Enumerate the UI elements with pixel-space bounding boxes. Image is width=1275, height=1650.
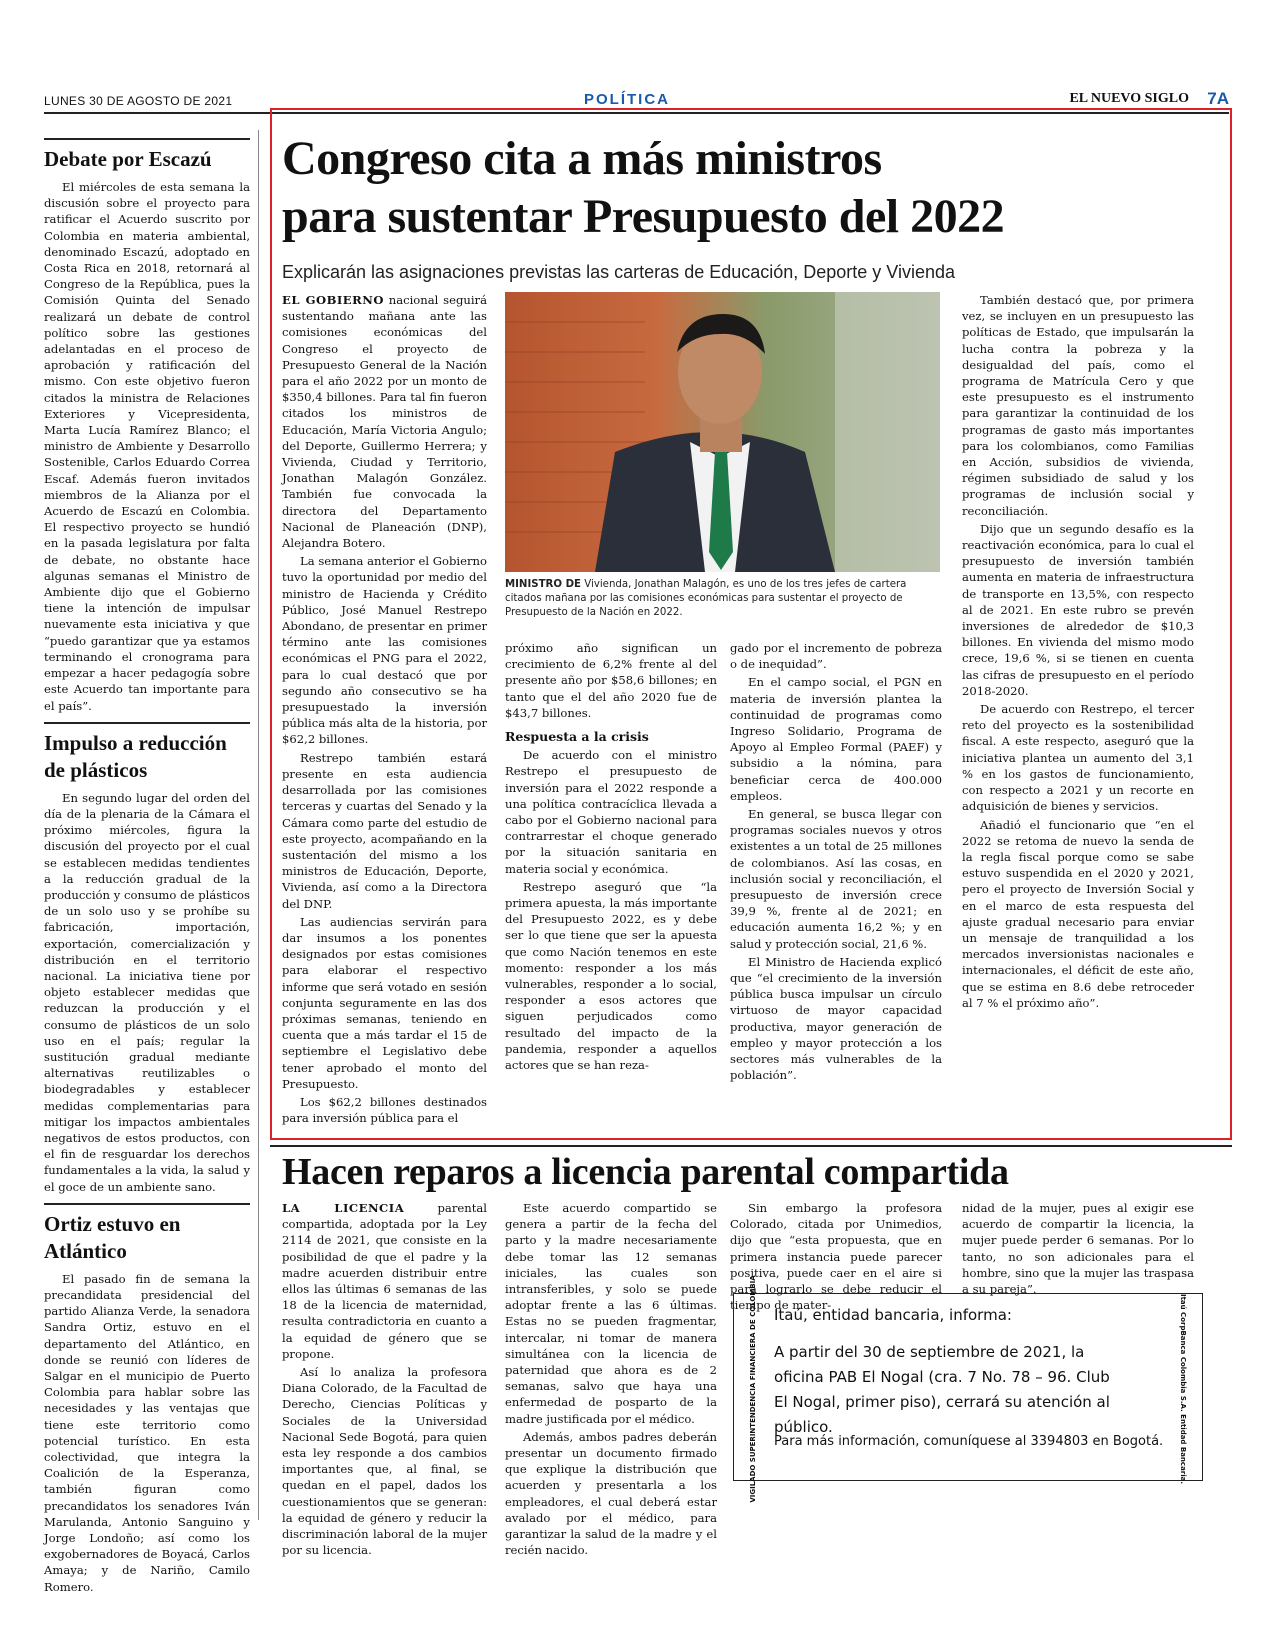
section-label: POLÍTICA <box>584 91 670 108</box>
lead-word: LA LICENCIA <box>282 1201 405 1215</box>
minister-portrait <box>505 292 940 572</box>
photo-caption <box>505 578 945 620</box>
lead-word: EL GOBIERNO <box>282 293 384 307</box>
sidebar-text: En segundo lugar del orden del día de la plenaria de la Cámara el próximo miércoles, figura la discusión del proyecto por el cual se establecen medidas tendientes a la reducción gradual de la producción y consumo de plásticos de un solo uso y se prohíbe su fabricación, importación, exportación, comercialización y distribución en el territorio nacional. La iniciativa tiene por objeto establecer medidas que reduzcan la producción y el consumo de plásticos de un solo uso en el país; regular la sustitución gradual mediante alternativas reutilizables o biodegradables y establecer medidas complementarias para mitigar los impactos ambientales negativos de estos productos, con el fin de resguardar los derechos fundamentales a la vida, la salud y el goce de un ambiente sano. <box>44 790 250 1194</box>
sidebar-headline: Debate por Escazú <box>44 147 212 171</box>
column-separator <box>258 130 259 1520</box>
article2-column-2 <box>505 1200 717 1560</box>
paragraph: Los $62,2 billones destinados para inversión pública para el <box>282 1094 487 1126</box>
paragraph: gado por el incremento de pobreza o de inequidad”. <box>730 641 942 672</box>
page-number: 7A <box>1207 89 1229 108</box>
paragraph: El Ministro de Hacienda explicó que “el crecimiento de la inversión pública busca impulsar un círculo virtuoso de mayor capacidad productiva, mayor generación de empleo y mayor protección a los sectores más vulnerables de la población”. <box>730 954 942 1083</box>
ad-body: A partir del 30 de septiembre de 2021, la oficina PAB El Nogal (cra. 7 No. 78 – 96. Club El Nogal, primer piso), cerrará su atención al público. <box>774 1343 1110 1436</box>
bank-entity-text: Itaú CorpBanca Colombia S.A. Entidad Bancaria. <box>1179 1293 1187 1485</box>
ad-heading: Itaú, entidad bancaria, informa: <box>774 1306 1012 1324</box>
lead-paragraph <box>282 1200 487 1362</box>
bank-notice-ad <box>733 1275 1203 1503</box>
article-separator <box>270 1145 1232 1147</box>
sidebar-rule <box>44 722 250 724</box>
sidebar-text: El miércoles de esta semana la discusión sobre el proyecto para ratificar el Acuerdo suscrito por Colombia en materia ambiental, denominado Escazú, adoptado en Costa Rica en 2018, retornará al Congreso de la República, pues la Comisión Quinta del Senado realizará un debate de control político sobre las gestiones adelantadas en el proceso de aprobación y ratificación del mismo. Con este objetivo fueron citados la ministra de Relaciones Exteriores y Vicepresidenta, Marta Lucía Ramírez Blanco; el ministro de Ambiente y Desarrollo Sostenible, Carlos Eduardo Correa Escaf. Además fueron invitados miembros de la Alianza por el Acuerdo de Escazú en Colombia. El respectivo proyecto se hundió en la pasada legislatura por falta de debate, no obstante hace algunas semanas el Ministro de Ambiente dijo que el Gobierno tiene la intención de impulsar nuevamente esta iniciativa y que “puedo garantizar que ya estamos terminando el cronograma para empezar a hacer pedagogía sobre este Acuerdo tan importante para el país”. <box>44 180 250 713</box>
article-headline <box>282 130 1222 246</box>
paragraph: nidad de la mujer, pues al exigir ese acuerdo de compartir la licencia, la mujer puede perder 6 semanas. Por lo tanto, no son adicionales para el hombre, sino que la mujer las traspasa a su pareja”. <box>962 1201 1194 1297</box>
paragraph: En general, se busca llegar con programas sociales nuevos y otros existentes a un total de 25 millones de colombianos. Así las cosas, en inclusión social y reconciliación, el presupuesto de inversión crece 39,9 %, frente al de 2021; en educación aumenta 16,2 %; y en salud y protección social, 21,6 %. <box>730 807 942 951</box>
paragraph: Restrepo también estará presente en esta audiencia desarrollada por las comisiones terceras y cuartas del Senado y la Cámara como parte del estudio de este proyecto, acompañando en la sustentación del mismo a los ministros de Educación, Deporte, Vivienda, así como a la Directora del DNP. <box>282 750 487 911</box>
article-subtitle: Explicarán las asignaciones previstas las carteras de Educación, Deporte y Vivienda <box>282 262 956 282</box>
caption-lead: MINISTRO DE <box>505 579 581 590</box>
paragraph: Añadió el funcionario que “en el 2022 se retoma de nuevo la senda de la regla fiscal porque como se sabe estuvo suspendida en el 2020 y 2021, pero el proyecto de Inversión Social y en el marco de esta respuesta del ajuste gradual necesario para enviar un mensaje de tranquilidad a los mercados inversionistas nacionales e internacionales, el déficit de este año, que se estima en 8.6 debe retroceder al 7 % el próximo año”. <box>962 817 1194 1010</box>
article-headline: Hacen reparos a licencia parental compartida <box>282 1151 1009 1193</box>
article-column-3 <box>730 640 942 1085</box>
newspaper-name: EL NUEVO SIGLO <box>1069 91 1189 106</box>
paragraph: La semana anterior el Gobierno tuvo la oportunidad por medio del ministro de Hacienda y Crédito Público, José Manuel Restrepo Abondano, de presentar en primer término ante las comisiones económicas el PNG para el 2022, para lo cual destacó que por segundo año consecutivo se ha presupuestado la inversión pública más alta de la historia, por $62,2 billones. <box>282 554 487 747</box>
article-column-4 <box>962 292 1194 1013</box>
paragraph: Dijo que un segundo desafío es la reactivación económica, para lo cual el presupuesto de inversión también aumenta en materia de infraestructura de transporte en 13,5%, con respecto al de 2021. En este rubro se prevén inversiones de alrededor de $10,3 billones. En vivienda del mismo modo crece, 19,6 %, si se tienen en cuenta las cifras de presupuesto en el período 2018-2020. <box>962 521 1194 698</box>
paragraph: Restrepo aseguró que “la primera apuesta, la más importante del Presupuesto 2022, es y debe ser lo que tiene que ser la apuesta que como Nación tenemos en este momento: responder a los más vulnerables, responder a lo social, responder a esos actores que siguen perjudicados como resultado del impacto de la pandemia, responder a aquellos actores que se han reza- <box>505 879 717 1073</box>
paragraph: Las audiencias servirán para dar insumos a los ponentes designados por estas comisiones para elaborar el respectivo informe que será votado en sesión conjunta seguramente en las dos próximas semanas, teniendo en cuenta que a más tardar el 15 de septiembre el Legislativo debe tener aprobado el monto del Presupuesto. <box>282 914 487 1091</box>
sidebar-headline: Impulso a reducción de plásticos <box>44 730 227 782</box>
article-column-2 <box>505 640 717 1075</box>
caption-text: Vivienda, Jonathan Malagón, es uno de los tres jefes de cartera citados mañana por las comisiones económicas para sustentar el proyecto de Presupuesto de la Nación en 2022. <box>505 579 907 618</box>
paragraph: En el campo social, el PGN en materia de inversión plantea la continuidad de programas como Ingreso Solidario, Programa de Apoyo al Empleo Formal (PAEF) y subsidio a la nómina, para beneficiar cerca de 400.000 empleos. <box>730 675 942 803</box>
sidebar-text: El pasado fin de semana la precandidata presidencial del partido Alianza Verde, la senadora Sandra Ortiz, estuvo en el departamento del Atlántico, en donde se reunió con líderes de Salgar en el municipio de Puerto Colombia para hablar sobre las necesidades y las ventajas que tiene este territorio como potencial turístico. En esta colectividad, que integra la Coalición de la Esperanza, también figuran como precandidatos los senadores Iván Marulanda, Antonio Sanguino y Jorge Londoño; así como los exgobernadores de Boyacá, Carlos Amaya; y de Nariño, Camilo Romero. <box>44 1271 250 1594</box>
paragraph: De acuerdo con Restrepo, el tercer reto del proyecto es la sostenibilidad fiscal. A este respecto, aseguró que la iniciativa plantea un aumento del 3,1 % en los gastos de funcionamiento, con respecto a 2021 y un recorte en adquisición de bienes y servicios. <box>962 702 1194 814</box>
paragraph: Sin embargo la profesora Colorado, citada por Unimedios, dijo que “esta propuesta, que en primera instancia puede parecer positiva, puede caer en el aire si para lograrlo se debe reducir el tiempo de mater- <box>730 1201 942 1313</box>
sidebar <box>44 130 250 1595</box>
paragraph: Este acuerdo compartido se genera a partir de la fecha del parto y la madre necesariamente debe tomar las 12 semanas iniciales, las cuales son intransferibles, y solo se puede adoptar frente a las 6 últimas. Estas no se pueden fragmentar, intercalar, ni tomar de manera simultánea con la licencia de paternidad que ahora es de 2 semanas, salvo que haya una enfermedad de posparto de la madre justificada por el médico. <box>505 1201 717 1426</box>
sidebar-rule <box>44 1203 250 1205</box>
paragraph: nacional seguirá sustentando mañana ante las comisiones económicas del Congreso el proyecto de Presupuesto General de la Nación para el año 2022 por un monto de $350,4 billones. Para tal fin fueron citados los ministros de Educación, María Victoria Angulo; del Deporte, Guillermo Herrera; y Vivienda, Ciudad y Territorio, Jonathan Malagón González. También fue convocada la directora del Departamento Nacional de Planeación (DNP), Alejandra Botero. <box>282 293 487 551</box>
sidebar-headline: Ortiz estuvo en Atlántico <box>44 1211 181 1263</box>
ad-vertical-label-left <box>742 1275 764 1503</box>
paragraph: De acuerdo con el ministro Restrepo el presupuesto de inversión para el 2022 responde a una política contracíclica llevada a cabo por el Gobierno nacional para contrarrestar el choque generado por la situación sanitaria en materia social y económica. <box>505 748 717 876</box>
paragraph: parental compartida, adoptada por la Ley 2114 de 2021, que consiste en la posibilidad de que el padre y la madre acuerden distribuir entre ellos las últimas 6 semanas de las 18 de la licencia de maternidad, resulta contradictoria en cuanto a la equidad de género que se propone. <box>282 1201 487 1361</box>
headline-line-2: para sustentar Presupuesto del 2022 <box>282 190 1005 243</box>
sidebar-rule <box>44 138 250 140</box>
vigilado-text: VIGILADO SUPERINTENDENCIA FINANCIERA DE COLOMBIA <box>749 1275 757 1503</box>
issue-date: LUNES 30 DE AGOSTO DE 2021 <box>44 94 233 108</box>
paragraph: Así lo analiza la profesora Diana Colorado, de la Facultad de Derecho, Ciencias Políticas y Sociales de la Universidad Nacional Sede Bogotá, para quien esta ley responde a dos cambios importantes que, al final, se quedan en el papel, dados los cuestionamientos que se generan: la equidad de género y reducir la discriminación laboral de la mujer por su licencia. <box>282 1365 487 1558</box>
paragraph: próximo año significan un crecimiento de 6,2% frente al del presente año por $58,6 billones; en tanto que el del año 2020 fue de $43,7 billones. <box>505 641 717 720</box>
article2-column-1 <box>282 1200 487 1560</box>
paragraph: Además, ambos padres deberán presentar un documento firmado que explique la distribución que acuerden y presentarla a los empleadores, el cual deberá estar avalado por el médico, para garantizar la salud de la madre y el recién nacido. <box>505 1429 717 1558</box>
article-subhead: Respuesta a la crisis <box>505 729 649 745</box>
article-column-1 <box>282 292 487 1128</box>
article2-column-4 <box>962 1200 1194 1299</box>
ad-vertical-label-right <box>1172 1293 1194 1485</box>
headline-line-1: Congreso cita a más ministros <box>282 132 882 185</box>
article-photo <box>505 292 940 572</box>
lead-paragraph <box>282 292 487 551</box>
paragraph: También destacó que, por primera vez, se incluyen en un presupuesto las políticas de Estado, que impulsarán la lucha contra la pobreza y la desigualdad del país, como el programa de Matrícula Cero y que este presupuesto es el instrumento para garantizar la continuidad de los programas de gasto más importantes para los colombianos, como Familias en Acción, subsidios de vivienda, régimen subsidiado de salud y los programas de inclusión social y reconciliación. <box>962 293 1194 518</box>
ad-footer: Para más información, comuníquese al 3394803 en Bogotá. <box>774 1434 1164 1449</box>
